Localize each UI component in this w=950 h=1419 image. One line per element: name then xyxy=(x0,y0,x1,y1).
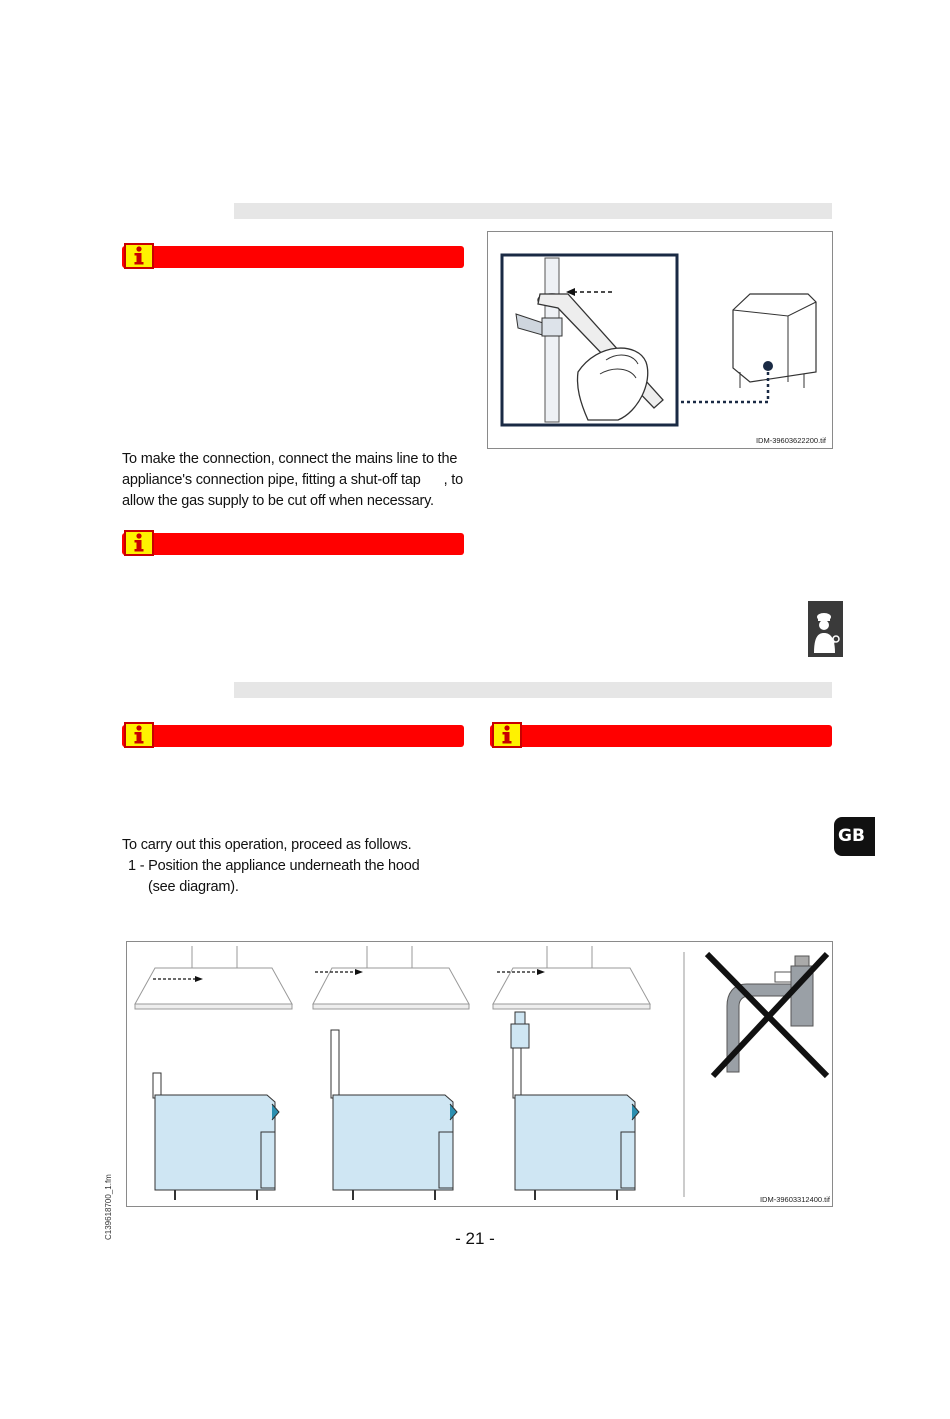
section-header-bar-2 xyxy=(234,682,832,698)
info-icon xyxy=(124,722,154,748)
info-icon xyxy=(124,243,154,269)
language-tab-gb: GB xyxy=(834,817,875,856)
paragraph-line: appliance's connection pipe, fitting a shut-off tap , to xyxy=(122,472,463,488)
info-warning-bar-1 xyxy=(122,246,464,268)
info-warning-bar-4 xyxy=(490,725,832,747)
page-number: - 21 - xyxy=(455,1229,495,1248)
shutoff-tap-figure xyxy=(487,231,833,449)
hood-procedure-paragraph xyxy=(122,835,472,898)
hood-position-figure xyxy=(126,941,833,1207)
figure-code: IDM-39603312400.tif xyxy=(759,1195,830,1204)
panel-1 xyxy=(135,946,292,1200)
figure-code: IDM-39603622200.tif xyxy=(755,436,826,445)
panel-4-incorrect xyxy=(707,954,827,1076)
hood-position-illustration xyxy=(127,942,832,1206)
info-icon xyxy=(124,530,154,556)
step-1-line: 1 - Position the appliance underneath the hood xyxy=(128,858,420,874)
paragraph-line: allow the gas supply to be cut off when necessary. xyxy=(122,493,434,509)
document-code: C139618700_1.fm xyxy=(104,1174,113,1240)
info-warning-bar-3 xyxy=(122,725,464,747)
gas-connection-paragraph xyxy=(122,449,472,512)
panel-3 xyxy=(493,946,650,1200)
shutoff-tap-illustration xyxy=(488,232,832,448)
info-icon xyxy=(492,722,522,748)
step-1-continuation: (see diagram). xyxy=(148,879,239,895)
info-warning-bar-2 xyxy=(122,533,464,555)
paragraph-line: To make the connection, connect the mains line to the xyxy=(122,451,458,467)
paragraph-line: To carry out this operation, proceed as follows. xyxy=(122,837,412,853)
panel-2 xyxy=(313,946,469,1200)
technician-icon xyxy=(808,601,843,657)
section-header-bar-1 xyxy=(234,203,832,219)
